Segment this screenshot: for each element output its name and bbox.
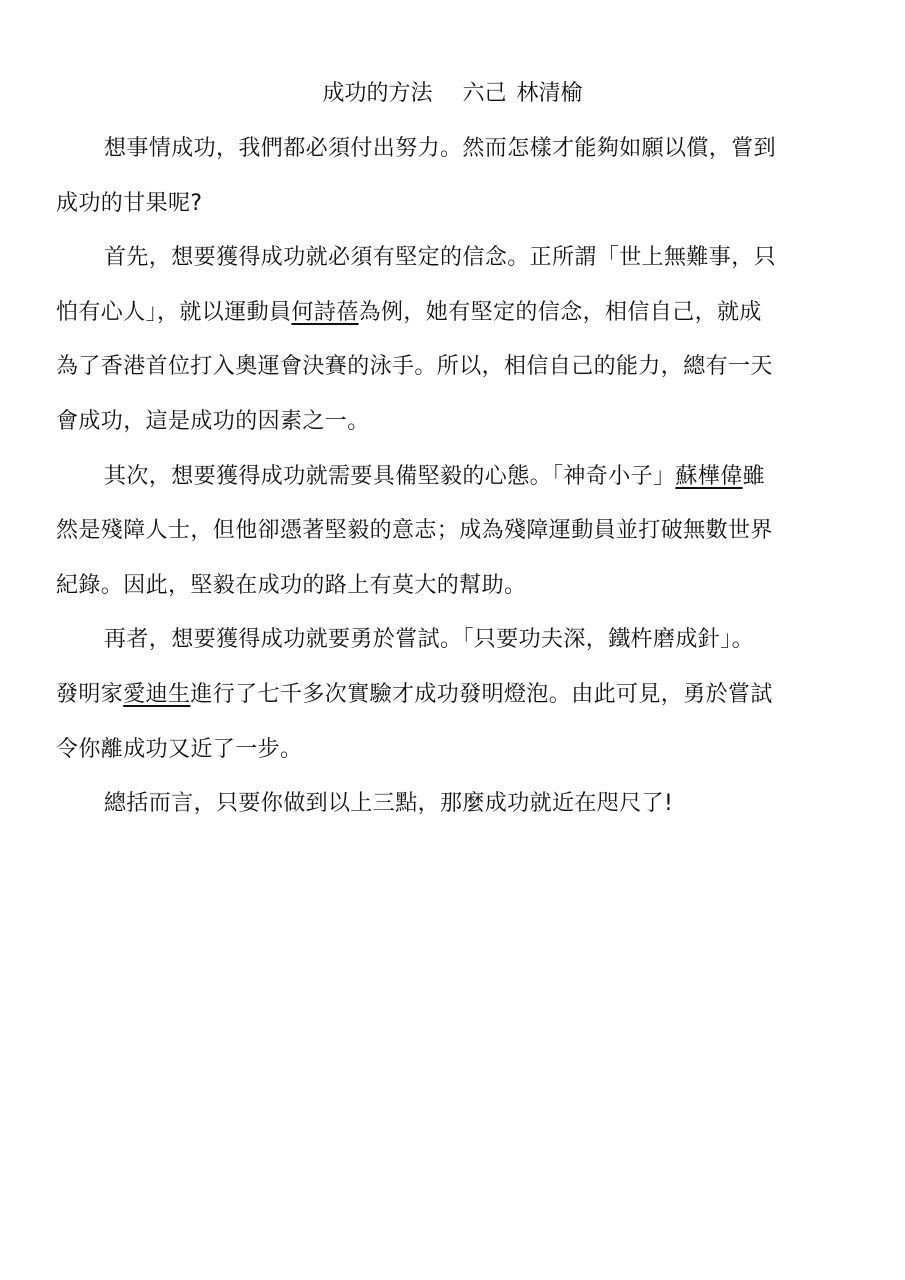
paragraph-2-line-4 bbox=[56, 404, 836, 440]
underlined-name: 何詩蓓 bbox=[291, 299, 359, 325]
paragraph-1-line-2 bbox=[56, 186, 836, 222]
text-segment: 進行了七千多次實驗才成功發明燈泡。由此可見，勇於嘗試 bbox=[190, 682, 773, 707]
text-segment: 為例，她有堅定的信念，相信自己，就成 bbox=[358, 299, 762, 325]
text-segment: 首先，想要獲得成功就必須有堅定的信念。正所謂「世上無難事，只 bbox=[104, 245, 777, 271]
text-segment: 雖 bbox=[742, 463, 766, 489]
text-segment: 總括而言，只要你做到以上三點，那麼成功就近在咫尺了! bbox=[104, 791, 674, 817]
author-name: 林清榆 bbox=[516, 81, 583, 106]
text-segment: 再者，想要獲得成功就要勇於嘗試。「只要功夫深，鐵杵磨成針」。 bbox=[104, 627, 755, 653]
essay-title bbox=[0, 76, 905, 112]
text-segment: 為了香港首位打入奧運會決賽的泳手。所以，相信自己的能力，總有一天 bbox=[56, 354, 773, 380]
paragraph-3-line-3 bbox=[56, 568, 836, 604]
text-segment: 其次，想要獲得成功就需要具備堅毅的心態。「神奇小子」 bbox=[104, 463, 676, 489]
paragraph-2-line-2 bbox=[56, 295, 836, 331]
paragraph-3-line-1 bbox=[104, 459, 836, 495]
paragraph-5-line-1 bbox=[104, 786, 836, 822]
text-segment: 發明家 bbox=[56, 682, 124, 707]
text-segment: 怕有心人」，就以運動員 bbox=[56, 299, 292, 325]
text-segment: 想事情成功，我們都必須付出努力。然而怎樣才能夠如願以償，嘗到 bbox=[104, 136, 777, 161]
text-segment: 令你離成功又近了一步。 bbox=[56, 736, 303, 762]
text-segment: 然是殘障人士，但他卻憑著堅毅的意志；成為殘障運動員並打破無數世界 bbox=[56, 518, 773, 544]
paragraph-4-line-2 bbox=[56, 677, 836, 713]
title-heading: 成功的方法 bbox=[322, 81, 433, 106]
paragraph-2-line-1 bbox=[104, 240, 836, 276]
paragraph-2-line-3 bbox=[56, 349, 836, 385]
paragraph-3-line-2 bbox=[56, 513, 836, 549]
text-segment: 紀錄。因此，堅毅在成功的路上有莫大的幫助。 bbox=[56, 572, 527, 598]
text-segment: 會成功，這是成功的因素之一。 bbox=[56, 409, 370, 434]
text-segment: 成功的甘果呢? bbox=[56, 190, 203, 216]
paragraph-1-line-1 bbox=[104, 131, 836, 167]
paragraph-4-line-3 bbox=[56, 732, 836, 768]
paragraph-4-line-1 bbox=[104, 622, 836, 658]
underlined-name: 愛迪生 bbox=[123, 682, 191, 707]
underlined-name: 蘇樺偉 bbox=[675, 463, 743, 489]
class-name: 六己 bbox=[462, 81, 507, 106]
